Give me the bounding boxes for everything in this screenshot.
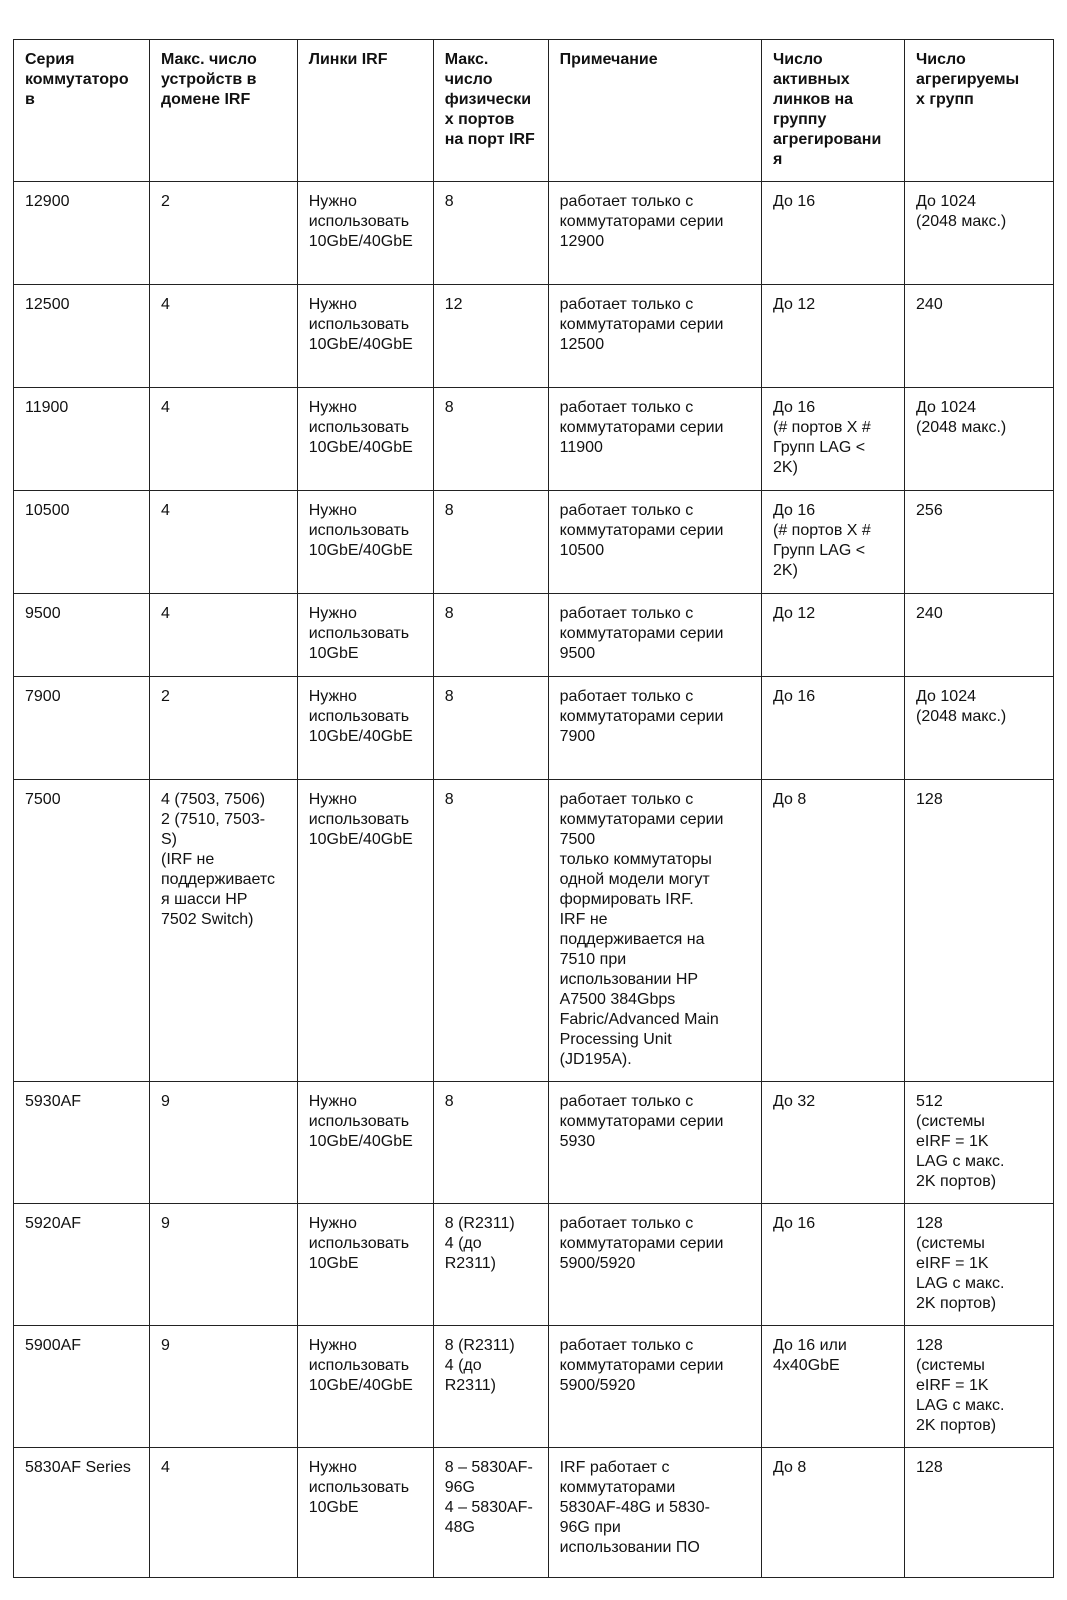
table-row	[14, 388, 1054, 491]
cell-agg-groups: 128 (системы eIRF = 1K LAG с макс. 2K портов)	[905, 1204, 1054, 1326]
table-row	[14, 677, 1054, 780]
cell-max-devices: 4	[150, 594, 298, 677]
cell-irf-links: Нужно использовать 10GbE/40GbE	[297, 491, 433, 594]
cell-agg-groups: 128	[905, 780, 1054, 1082]
cell-max-devices: 2	[150, 182, 298, 285]
cell-active-links: До 8	[762, 780, 905, 1082]
header-row	[14, 40, 1054, 182]
header-irf-links: Линки IRF	[297, 40, 433, 182]
cell-max-devices: 4	[150, 285, 298, 388]
cell-agg-groups: До 1024 (2048 макс.)	[905, 677, 1054, 780]
table-row	[14, 182, 1054, 285]
cell-irf-links: Нужно использовать 10GbE/40GbE	[297, 780, 433, 1082]
cell-irf-links: Нужно использовать 10GbE/40GbE	[297, 1082, 433, 1204]
cell-note: работает только с коммутаторами серии 10500	[548, 491, 761, 594]
cell-active-links: До 32	[762, 1082, 905, 1204]
cell-max-devices: 4	[150, 388, 298, 491]
cell-active-links: До 16	[762, 1204, 905, 1326]
cell-max-ports: 8	[433, 1082, 548, 1204]
cell-series: 5920AF	[14, 1204, 150, 1326]
table-row	[14, 491, 1054, 594]
cell-max-devices: 2	[150, 677, 298, 780]
cell-note: IRF работает с коммутаторами 5830AF-48G и 5830- 96G при использовании ПО	[548, 1448, 761, 1578]
cell-irf-links: Нужно использовать 10GbE/40GbE	[297, 182, 433, 285]
cell-series: 5830AF Series	[14, 1448, 150, 1578]
cell-max-ports: 8	[433, 594, 548, 677]
table-row	[14, 780, 1054, 1082]
cell-active-links: До 16 или 4x40GbE	[762, 1326, 905, 1448]
header-max-ports: Макс. число физически х портов на порт IRF	[433, 40, 548, 182]
cell-active-links: До 8	[762, 1448, 905, 1578]
cell-series: 7500	[14, 780, 150, 1082]
cell-active-links: До 12	[762, 594, 905, 677]
cell-note: работает только с коммутаторами серии 5900/5920	[548, 1326, 761, 1448]
cell-irf-links: Нужно использовать 10GbE	[297, 594, 433, 677]
table-row	[14, 594, 1054, 677]
cell-note: работает только с коммутаторами серии 5900/5920	[548, 1204, 761, 1326]
cell-max-ports: 8	[433, 491, 548, 594]
cell-active-links: До 16	[762, 677, 905, 780]
cell-irf-links: Нужно использовать 10GbE/40GbE	[297, 1326, 433, 1448]
cell-note: работает только с коммутаторами серии 12900	[548, 182, 761, 285]
cell-active-links: До 16 (# портов X # Групп LAG < 2K)	[762, 491, 905, 594]
cell-series: 7900	[14, 677, 150, 780]
cell-agg-groups: 512 (системы eIRF = 1K LAG с макс. 2K портов)	[905, 1082, 1054, 1204]
header-agg-groups: Число агрегируемы х групп	[905, 40, 1054, 182]
cell-max-ports: 8 (R2311) 4 (до R2311)	[433, 1326, 548, 1448]
cell-agg-groups: 256	[905, 491, 1054, 594]
cell-max-devices: 9	[150, 1204, 298, 1326]
cell-active-links: До 12	[762, 285, 905, 388]
cell-active-links: До 16	[762, 182, 905, 285]
irf-specs-table	[13, 39, 1054, 1578]
cell-series: 12500	[14, 285, 150, 388]
cell-irf-links: Нужно использовать 10GbE/40GbE	[297, 388, 433, 491]
cell-agg-groups: 240	[905, 594, 1054, 677]
cell-irf-links: Нужно использовать 10GbE/40GbE	[297, 285, 433, 388]
cell-max-devices: 4	[150, 491, 298, 594]
cell-note: работает только с коммутаторами серии 12500	[548, 285, 761, 388]
cell-max-ports: 8 (R2311) 4 (до R2311)	[433, 1204, 548, 1326]
cell-agg-groups: До 1024 (2048 макс.)	[905, 388, 1054, 491]
cell-max-devices: 9	[150, 1326, 298, 1448]
cell-irf-links: Нужно использовать 10GbE/40GbE	[297, 677, 433, 780]
table-row	[14, 1082, 1054, 1204]
cell-agg-groups: 240	[905, 285, 1054, 388]
cell-max-ports: 8	[433, 677, 548, 780]
cell-agg-groups: 128	[905, 1448, 1054, 1578]
header-active-links: Число активных линков на группу агрегировани я	[762, 40, 905, 182]
table-row	[14, 1204, 1054, 1326]
cell-max-ports: 8	[433, 182, 548, 285]
cell-note: работает только с коммутаторами серии 11900	[548, 388, 761, 491]
cell-series: 10500	[14, 491, 150, 594]
cell-max-ports: 8	[433, 780, 548, 1082]
cell-series: 12900	[14, 182, 150, 285]
header-note: Примечание	[548, 40, 761, 182]
cell-note: работает только с коммутаторами серии 7500 только коммутаторы одной модели могут формировать IRF. IRF не поддерживается на 7510 при использовании HP A7500 384Gbps Fabric/Advanced Main Processing Unit (JD195A).	[548, 780, 761, 1082]
cell-series: 11900	[14, 388, 150, 491]
cell-series: 5930AF	[14, 1082, 150, 1204]
cell-note: работает только с коммутаторами серии 9500	[548, 594, 761, 677]
header-max-devices: Макс. число устройств в домене IRF	[150, 40, 298, 182]
cell-active-links: До 16 (# портов X # Групп LAG < 2K)	[762, 388, 905, 491]
table-row	[14, 1326, 1054, 1448]
cell-agg-groups: 128 (системы eIRF = 1K LAG с макс. 2K портов)	[905, 1326, 1054, 1448]
cell-max-devices: 9	[150, 1082, 298, 1204]
cell-note: работает только с коммутаторами серии 7900	[548, 677, 761, 780]
cell-max-devices: 4	[150, 1448, 298, 1578]
table-row	[14, 1448, 1054, 1578]
cell-note: работает только с коммутаторами серии 5930	[548, 1082, 761, 1204]
cell-irf-links: Нужно использовать 10GbE	[297, 1204, 433, 1326]
cell-max-ports: 12	[433, 285, 548, 388]
cell-irf-links: Нужно использовать 10GbE	[297, 1448, 433, 1578]
cell-max-ports: 8	[433, 388, 548, 491]
table-row	[14, 285, 1054, 388]
cell-max-ports: 8 – 5830AF- 96G 4 – 5830AF- 48G	[433, 1448, 548, 1578]
header-switch-series: Серия коммутаторо в	[14, 40, 150, 182]
cell-series: 9500	[14, 594, 150, 677]
cell-agg-groups: До 1024 (2048 макс.)	[905, 182, 1054, 285]
cell-max-devices: 4 (7503, 7506) 2 (7510, 7503- S) (IRF не поддерживаетс я шасси HP 7502 Switch)	[150, 780, 298, 1082]
cell-series: 5900AF	[14, 1326, 150, 1448]
